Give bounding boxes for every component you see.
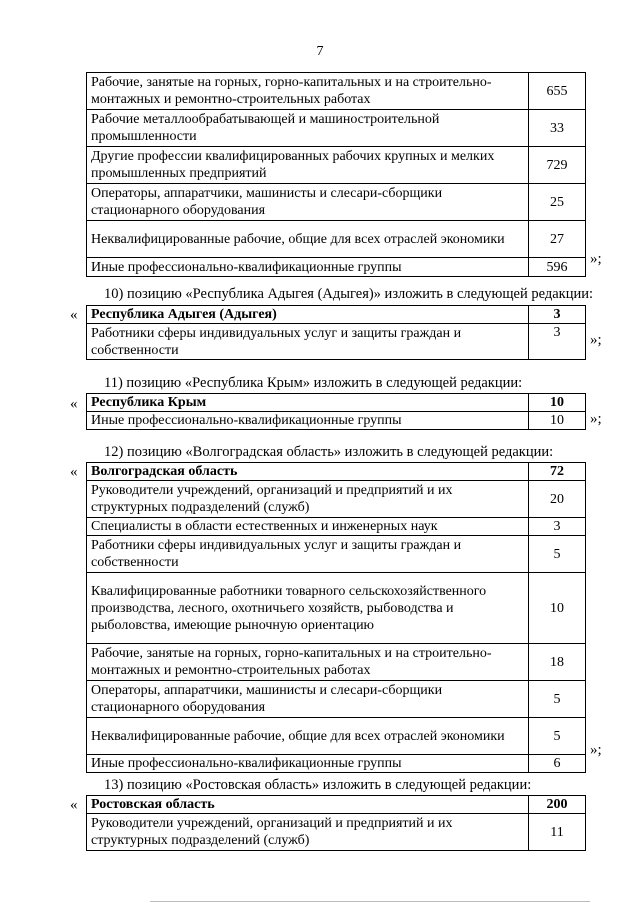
row-value: 33 xyxy=(529,110,586,147)
table-row xyxy=(87,573,586,644)
row-label: Квалифицированные работники товарного сельскохозяйственного производства, лесного, охотничьего хозяйств, рыбоводства и рыболовства, имеющие рыночную ориентацию xyxy=(87,573,529,644)
row-label: Иные профессионально-квалификационные группы xyxy=(87,258,529,277)
quota-table-continuation xyxy=(86,72,586,277)
table-row xyxy=(87,412,586,430)
closing-quote: »; xyxy=(590,332,602,348)
closing-quote: »; xyxy=(590,251,602,267)
region-name: Волгоградская область xyxy=(87,463,529,481)
row-label: Работники сферы индивидуальных услуг и защиты граждан и собственности xyxy=(87,536,529,573)
row-label: Неквалифицированные рабочие, общие для всех отраслей экономики xyxy=(87,221,529,258)
row-label: Неквалифицированные рабочие, общие для всех отраслей экономики xyxy=(87,718,529,755)
region-total: 10 xyxy=(529,394,586,412)
table-row xyxy=(87,755,586,773)
region-name: Республика Крым xyxy=(87,394,529,412)
region-total: 200 xyxy=(529,796,586,814)
table-row xyxy=(87,147,586,184)
opening-quote: « xyxy=(70,797,78,813)
quota-table-adygea xyxy=(86,305,586,360)
row-label: Руководители учреждений, организаций и предприятий и их структурных подразделений (служб) xyxy=(87,814,529,851)
row-label: Специалисты в области естественных и инженерных наук xyxy=(87,518,529,536)
row-value: 25 xyxy=(529,184,586,221)
row-label: Иные профессионально-квалификационные группы xyxy=(87,412,529,430)
row-value: 3 xyxy=(529,518,586,536)
table-header-row xyxy=(87,796,586,814)
table-row xyxy=(87,110,586,147)
row-value: 20 xyxy=(529,481,586,518)
table-row xyxy=(87,221,586,258)
row-value: 5 xyxy=(529,718,586,755)
table-row xyxy=(87,258,586,277)
row-value: 5 xyxy=(529,681,586,718)
table-row xyxy=(87,718,586,755)
table-row xyxy=(87,73,586,110)
row-label: Работники сферы индивидуальных услуг и защиты граждан и собственности xyxy=(87,324,529,360)
quota-table-volgograd xyxy=(86,462,586,773)
opening-quote: « xyxy=(70,396,78,412)
row-value: 729 xyxy=(529,147,586,184)
closing-quote: »; xyxy=(590,742,602,758)
region-total: 72 xyxy=(529,463,586,481)
instruction-12: 12) позицию «Волгоградская область» изложить в следующей редакции: xyxy=(104,444,554,460)
row-value: 655 xyxy=(529,73,586,110)
row-label: Рабочие, занятые на горных, горно-капитальных и на строительно-монтажных и ремонтно-строительных работах xyxy=(87,73,529,110)
row-value: 5 xyxy=(529,536,586,573)
row-value: 6 xyxy=(529,755,586,773)
table-header-row xyxy=(87,306,586,324)
row-value: 3 xyxy=(529,324,586,360)
table-row xyxy=(87,324,586,360)
region-name: Республика Адыгея (Адыгея) xyxy=(87,306,529,324)
table-row xyxy=(87,481,586,518)
instruction-10: 10) позицию «Республика Адыгея (Адыгея)» изложить в следующей редакции: xyxy=(104,286,594,302)
page-number: 7 xyxy=(316,44,324,59)
region-name: Ростовская область xyxy=(87,796,529,814)
row-value: 10 xyxy=(529,412,586,430)
quota-table-crimea xyxy=(86,393,586,430)
row-label: Иные профессионально-квалификационные группы xyxy=(87,755,529,773)
instruction-13: 13) позицию «Ростовская область» изложить в следующей редакции: xyxy=(104,777,532,793)
row-value: 18 xyxy=(529,644,586,681)
row-label: Операторы, аппаратчики, машинисты и слесари-сборщики стационарного оборудования xyxy=(87,184,529,221)
table-row xyxy=(87,644,586,681)
closing-quote: »; xyxy=(590,411,602,427)
row-value: 27 xyxy=(529,221,586,258)
table-row xyxy=(87,518,586,536)
row-value: 10 xyxy=(529,573,586,644)
opening-quote: « xyxy=(70,307,78,323)
row-value: 596 xyxy=(529,258,586,277)
row-label: Другие профессии квалифицированных рабочих крупных и мелких промышленных предприятий xyxy=(87,147,529,184)
table-row xyxy=(87,681,586,718)
instruction-11: 11) позицию «Республика Крым» изложить в следующей редакции: xyxy=(104,375,523,391)
region-total: 3 xyxy=(529,306,586,324)
table-row xyxy=(87,536,586,573)
opening-quote: « xyxy=(70,464,78,480)
table-header-row xyxy=(87,463,586,481)
row-label: Руководители учреждений, организаций и предприятий и их структурных подразделений (служб) xyxy=(87,481,529,518)
scan-artifact-line xyxy=(150,901,590,902)
row-label: Рабочие, занятые на горных, горно-капитальных и на строительно-монтажных и ремонтно-строительных работах xyxy=(87,644,529,681)
table-row xyxy=(87,184,586,221)
row-label: Рабочие металлообрабатывающей и машиностроительной промышленности xyxy=(87,110,529,147)
row-value: 11 xyxy=(529,814,586,851)
row-label: Операторы, аппаратчики, машинисты и слесари-сборщики стационарного оборудования xyxy=(87,681,529,718)
table-header-row xyxy=(87,394,586,412)
quota-table-rostov xyxy=(86,795,586,851)
table-row xyxy=(87,814,586,851)
